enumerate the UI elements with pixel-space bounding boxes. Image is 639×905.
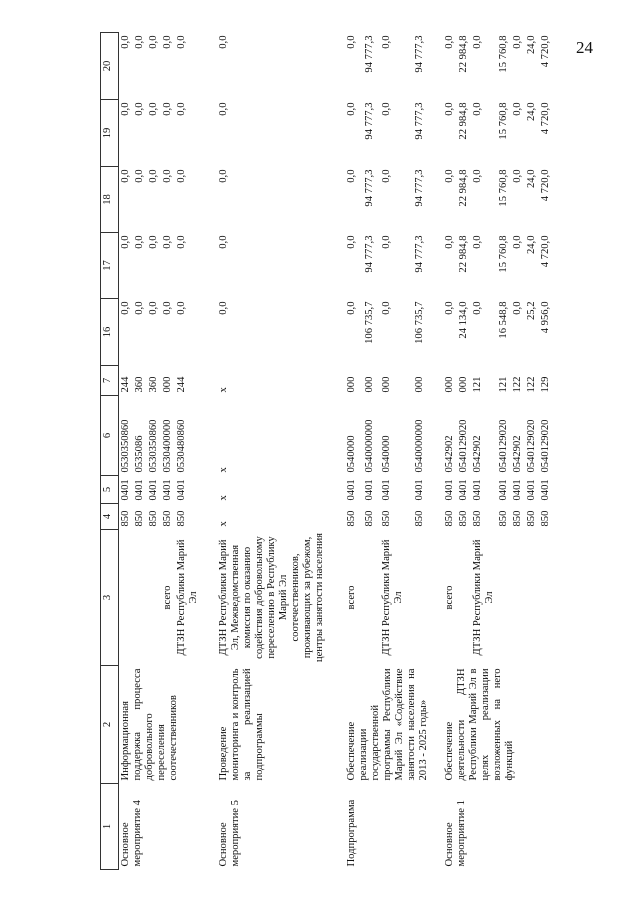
value-cell: 0,0 bbox=[512, 35, 523, 49]
value-cell: 0,0 bbox=[120, 35, 131, 49]
expense-type-code: 244 bbox=[176, 376, 187, 393]
value-cell: 94 777,3 bbox=[363, 35, 375, 73]
value-cell: 0,0 bbox=[148, 301, 159, 315]
value-cell: 0,0 bbox=[381, 235, 393, 249]
executor-cell bbox=[119, 530, 134, 666]
target-article-code: 0540000000 bbox=[363, 419, 375, 473]
target-article-code: 0542902 bbox=[472, 435, 483, 473]
measure-label: Основное мероприятие 5 bbox=[218, 800, 241, 867]
value-cell: 24,0 bbox=[526, 235, 537, 255]
grbs-code: 850 bbox=[120, 510, 131, 527]
expense-type-code: 000 bbox=[414, 376, 426, 393]
value-cell: 0,0 bbox=[148, 169, 159, 183]
grbs-code: 850 bbox=[381, 510, 393, 527]
value-cell: 0,0 bbox=[162, 102, 173, 116]
expense-type-code: 000 bbox=[363, 376, 375, 393]
value-cell: 0,0 bbox=[512, 169, 523, 183]
value-cell: 0,0 bbox=[134, 35, 145, 49]
executor-cell bbox=[497, 530, 511, 666]
value-cell: 4 720,0 bbox=[540, 169, 551, 202]
target-article-code: 0530350860 bbox=[148, 419, 159, 473]
value-cell: 0,0 bbox=[162, 169, 173, 183]
value-cell: 0,0 bbox=[444, 301, 455, 315]
col-header: 2 bbox=[101, 666, 119, 784]
measure-description: Информационная поддержка процесса добровольного переселения соотечественников bbox=[120, 668, 179, 781]
expense-type-code: 360 bbox=[134, 376, 145, 393]
section-code: 0401 bbox=[176, 479, 187, 501]
value-cell: 0,0 bbox=[176, 169, 187, 183]
section-code: х bbox=[218, 495, 229, 501]
value-cell: 0,0 bbox=[346, 102, 357, 116]
value-cell: 0,0 bbox=[176, 35, 187, 49]
executor-cell bbox=[363, 530, 381, 666]
executor-cell bbox=[147, 530, 161, 666]
value-cell: 0,0 bbox=[120, 102, 131, 116]
value-cell: 0,0 bbox=[162, 301, 173, 315]
value-cell: 0,0 bbox=[176, 235, 187, 249]
target-article-code: 0540000 bbox=[346, 435, 357, 473]
target-article-code: 0542902 bbox=[512, 435, 523, 473]
executor-cell bbox=[539, 530, 553, 666]
target-article-code: 0530480860 bbox=[176, 419, 187, 473]
block-spacer bbox=[327, 33, 345, 870]
value-cell: 0,0 bbox=[381, 102, 393, 116]
value-cell: 24,0 bbox=[526, 169, 537, 189]
value-cell: 22 984,8 bbox=[458, 235, 469, 273]
col-header: 6 bbox=[101, 396, 119, 476]
spacer-cell bbox=[201, 33, 217, 870]
section-code: 0401 bbox=[444, 479, 455, 501]
value-cell: 0,0 bbox=[444, 35, 455, 49]
value-cell: 0,0 bbox=[218, 35, 229, 49]
value-cell: 94 777,3 bbox=[363, 102, 375, 140]
grbs-code: 850 bbox=[472, 510, 483, 527]
value-cell: 4 720,0 bbox=[540, 35, 551, 68]
target-article-code: 0542902 bbox=[444, 435, 455, 473]
value-cell: 0,0 bbox=[120, 169, 131, 183]
section-code: 0401 bbox=[498, 479, 509, 501]
expense-type-code: 000 bbox=[346, 376, 357, 393]
target-article-code: 0540129020 bbox=[458, 419, 469, 473]
value-cell: 0,0 bbox=[134, 102, 145, 116]
expense-type-code: 129 bbox=[540, 376, 551, 393]
col-header: 3 bbox=[101, 530, 119, 666]
value-cell: 15 760,8 bbox=[498, 35, 509, 73]
value-cell: 0,0 bbox=[444, 102, 455, 116]
col-header: 4 bbox=[101, 504, 119, 530]
section-code: 0401 bbox=[363, 479, 375, 501]
rotated-table-area bbox=[100, 33, 639, 870]
value-cell: 22 984,8 bbox=[458, 35, 469, 73]
value-cell: 24,0 bbox=[526, 35, 537, 55]
value-cell: 4 956,0 bbox=[540, 301, 551, 334]
grbs-code: 850 bbox=[346, 510, 357, 527]
value-cell: 94 777,3 bbox=[414, 235, 426, 273]
grbs-code: 850 bbox=[526, 510, 537, 527]
value-cell: 0,0 bbox=[512, 102, 523, 116]
measure-description: Проведение мониторинга и контроль за реализацией подпрограммы bbox=[218, 668, 265, 781]
value-cell: 0,0 bbox=[346, 169, 357, 183]
value-cell: 0,0 bbox=[134, 235, 145, 249]
measure-description: Обеспечение реализации государственной программы Республики Марий Эл «Содействие занятости населения на 2013 - 2025 годы» bbox=[346, 668, 429, 781]
target-article-code: х bbox=[218, 467, 229, 473]
section-code: 0401 bbox=[134, 479, 145, 501]
value-cell: 0,0 bbox=[176, 301, 187, 315]
value-cell: 0,0 bbox=[162, 35, 173, 49]
expense-type-code: 122 bbox=[526, 376, 537, 393]
value-cell: 4 720,0 bbox=[540, 102, 551, 135]
measure-label: Подпрограмма bbox=[346, 799, 357, 867]
value-cell: 0,0 bbox=[472, 102, 483, 116]
target-article-code: 0540000 bbox=[381, 435, 393, 473]
value-cell: 0,0 bbox=[218, 102, 229, 116]
expense-type-code: 000 bbox=[444, 376, 455, 393]
spacer-cell bbox=[327, 33, 345, 870]
col-header: 7 bbox=[101, 366, 119, 396]
value-cell: 0,0 bbox=[218, 301, 229, 315]
header-row bbox=[101, 33, 119, 870]
section-code: 0401 bbox=[526, 479, 537, 501]
expense-type-code: 000 bbox=[458, 376, 469, 393]
value-cell: 0,0 bbox=[472, 301, 483, 315]
value-cell: 22 984,8 bbox=[458, 169, 469, 207]
value-cell: 0,0 bbox=[381, 169, 393, 183]
block-spacer bbox=[431, 33, 443, 870]
target-article-code: 0530350860 bbox=[120, 419, 131, 473]
measure-label: Основное мероприятие 4 bbox=[120, 800, 143, 867]
table-row bbox=[119, 33, 134, 870]
grbs-code: 850 bbox=[498, 510, 509, 527]
value-cell: 106 735,7 bbox=[363, 301, 375, 344]
value-cell: 94 777,3 bbox=[414, 35, 426, 73]
col-header: 19 bbox=[101, 100, 119, 167]
expense-type-code: 000 bbox=[381, 376, 393, 393]
expense-type-code: 122 bbox=[512, 376, 523, 393]
table-body bbox=[119, 33, 554, 870]
budget-table bbox=[100, 32, 553, 870]
col-header: 20 bbox=[101, 33, 119, 100]
grbs-code: 850 bbox=[512, 510, 523, 527]
value-cell: 94 777,3 bbox=[414, 102, 426, 140]
value-cell: 25,2 bbox=[526, 301, 537, 321]
value-cell: 106 735,7 bbox=[414, 301, 426, 344]
col-header: 5 bbox=[101, 476, 119, 504]
measure-label: Основное мероприятие 1 bbox=[444, 800, 467, 867]
expense-type-code: х bbox=[218, 387, 229, 393]
value-cell: 24,0 bbox=[526, 102, 537, 122]
value-cell: 0,0 bbox=[346, 235, 357, 249]
target-article-code: 0530400000 bbox=[162, 419, 173, 473]
value-cell: 0,0 bbox=[148, 102, 159, 116]
block-spacer bbox=[201, 33, 217, 870]
value-cell: 4 720,0 bbox=[540, 235, 551, 268]
grbs-code: 850 bbox=[162, 510, 173, 527]
value-cell: 0,0 bbox=[218, 235, 229, 249]
target-article-code: 0540129020 bbox=[540, 419, 551, 473]
value-cell: 0,0 bbox=[512, 235, 523, 249]
expense-type-code: 000 bbox=[162, 376, 173, 393]
spacer-cell bbox=[431, 33, 443, 870]
value-cell: 0,0 bbox=[162, 235, 173, 249]
value-cell: 24 134,0 bbox=[458, 301, 469, 339]
value-cell: 16 548,8 bbox=[498, 301, 509, 339]
value-cell: 0,0 bbox=[176, 102, 187, 116]
value-cell: 15 760,8 bbox=[498, 102, 509, 140]
value-cell: 0,0 bbox=[381, 301, 393, 315]
expense-type-code: 244 bbox=[120, 376, 131, 393]
expense-type-code: 121 bbox=[498, 376, 509, 393]
value-cell: 15 760,8 bbox=[498, 169, 509, 207]
value-cell: 0,0 bbox=[148, 35, 159, 49]
section-code: 0401 bbox=[540, 479, 551, 501]
executor-cell: ДТЗН Республики Марий Эл bbox=[381, 539, 405, 656]
grbs-code: 850 bbox=[363, 510, 375, 527]
table-row bbox=[443, 33, 457, 870]
executor-cell: всего bbox=[162, 585, 173, 610]
grbs-code: 850 bbox=[444, 510, 455, 527]
executor-cell: ДТЗН Республики Марий Эл, Межведомственная комиссия по оказанию содействия добровольному переселению в Республику Марий Эл соотечественников, проживающих за рубежом, центры занятости населения bbox=[218, 532, 325, 663]
value-cell: 0,0 bbox=[134, 169, 145, 183]
section-code: 0401 bbox=[458, 479, 469, 501]
value-cell: 0,0 bbox=[148, 235, 159, 249]
section-code: 0401 bbox=[346, 479, 357, 501]
executor-cell bbox=[511, 530, 525, 666]
executor-cell: всего bbox=[346, 585, 357, 610]
value-cell: 0,0 bbox=[346, 35, 357, 49]
value-cell: 0,0 bbox=[472, 235, 483, 249]
target-article-code: 0535086 bbox=[134, 435, 145, 473]
section-code: 0401 bbox=[381, 479, 393, 501]
grbs-code: 850 bbox=[134, 510, 145, 527]
executor-cell: ДТЗН Республики Марий Эл bbox=[176, 539, 199, 656]
grbs-code: 850 bbox=[414, 510, 426, 527]
value-cell: 94 777,3 bbox=[363, 169, 375, 207]
value-cell: 15 760,8 bbox=[498, 235, 509, 273]
section-code: 0401 bbox=[120, 479, 131, 501]
section-code: 0401 bbox=[512, 479, 523, 501]
table-row bbox=[345, 33, 363, 870]
value-cell: 0,0 bbox=[381, 35, 393, 49]
grbs-code: 850 bbox=[148, 510, 159, 527]
measure-description: Обеспечение деятельности ДТЗН Республики Марий Эл в целях реализации возложенных на него функций bbox=[444, 668, 515, 781]
value-cell: 0,0 bbox=[472, 169, 483, 183]
value-cell: 94 777,3 bbox=[363, 235, 375, 273]
value-cell: 0,0 bbox=[444, 235, 455, 249]
expense-type-code: 360 bbox=[148, 376, 159, 393]
executor-cell bbox=[133, 530, 147, 666]
grbs-code: х bbox=[218, 521, 229, 527]
value-cell: 0,0 bbox=[120, 301, 131, 315]
value-cell: 0,0 bbox=[120, 235, 131, 249]
value-cell: 0,0 bbox=[218, 169, 229, 183]
target-article-code: 0540129020 bbox=[498, 419, 509, 473]
target-article-code: 0540000000 bbox=[414, 419, 426, 473]
grbs-code: 850 bbox=[540, 510, 551, 527]
section-code: 0401 bbox=[148, 479, 159, 501]
section-code: 0401 bbox=[162, 479, 173, 501]
value-cell: 0,0 bbox=[346, 301, 357, 315]
grbs-code: 850 bbox=[458, 510, 469, 527]
grbs-code: 850 bbox=[176, 510, 187, 527]
value-cell: 0,0 bbox=[134, 301, 145, 315]
executor-cell bbox=[457, 530, 471, 666]
col-header: 1 bbox=[101, 784, 119, 870]
executor-cell bbox=[413, 530, 431, 666]
executor-cell: всего bbox=[444, 585, 455, 610]
col-header: 18 bbox=[101, 167, 119, 233]
col-header: 17 bbox=[101, 233, 119, 299]
section-code: 0401 bbox=[414, 479, 426, 501]
value-cell: 22 984,8 bbox=[458, 102, 469, 140]
page-number: 24 bbox=[576, 38, 593, 57]
col-header: 16 bbox=[101, 299, 119, 366]
executor-cell bbox=[525, 530, 539, 666]
section-code: 0401 bbox=[472, 479, 483, 501]
executor-cell: ДТЗН Республики Марий Эл bbox=[472, 539, 495, 656]
value-cell: 94 777,3 bbox=[414, 169, 426, 207]
value-cell: 0,0 bbox=[512, 301, 523, 315]
table-row bbox=[217, 33, 327, 870]
value-cell: 0,0 bbox=[472, 35, 483, 49]
target-article-code: 0540129020 bbox=[526, 419, 537, 473]
expense-type-code: 121 bbox=[472, 376, 483, 393]
value-cell: 0,0 bbox=[444, 169, 455, 183]
